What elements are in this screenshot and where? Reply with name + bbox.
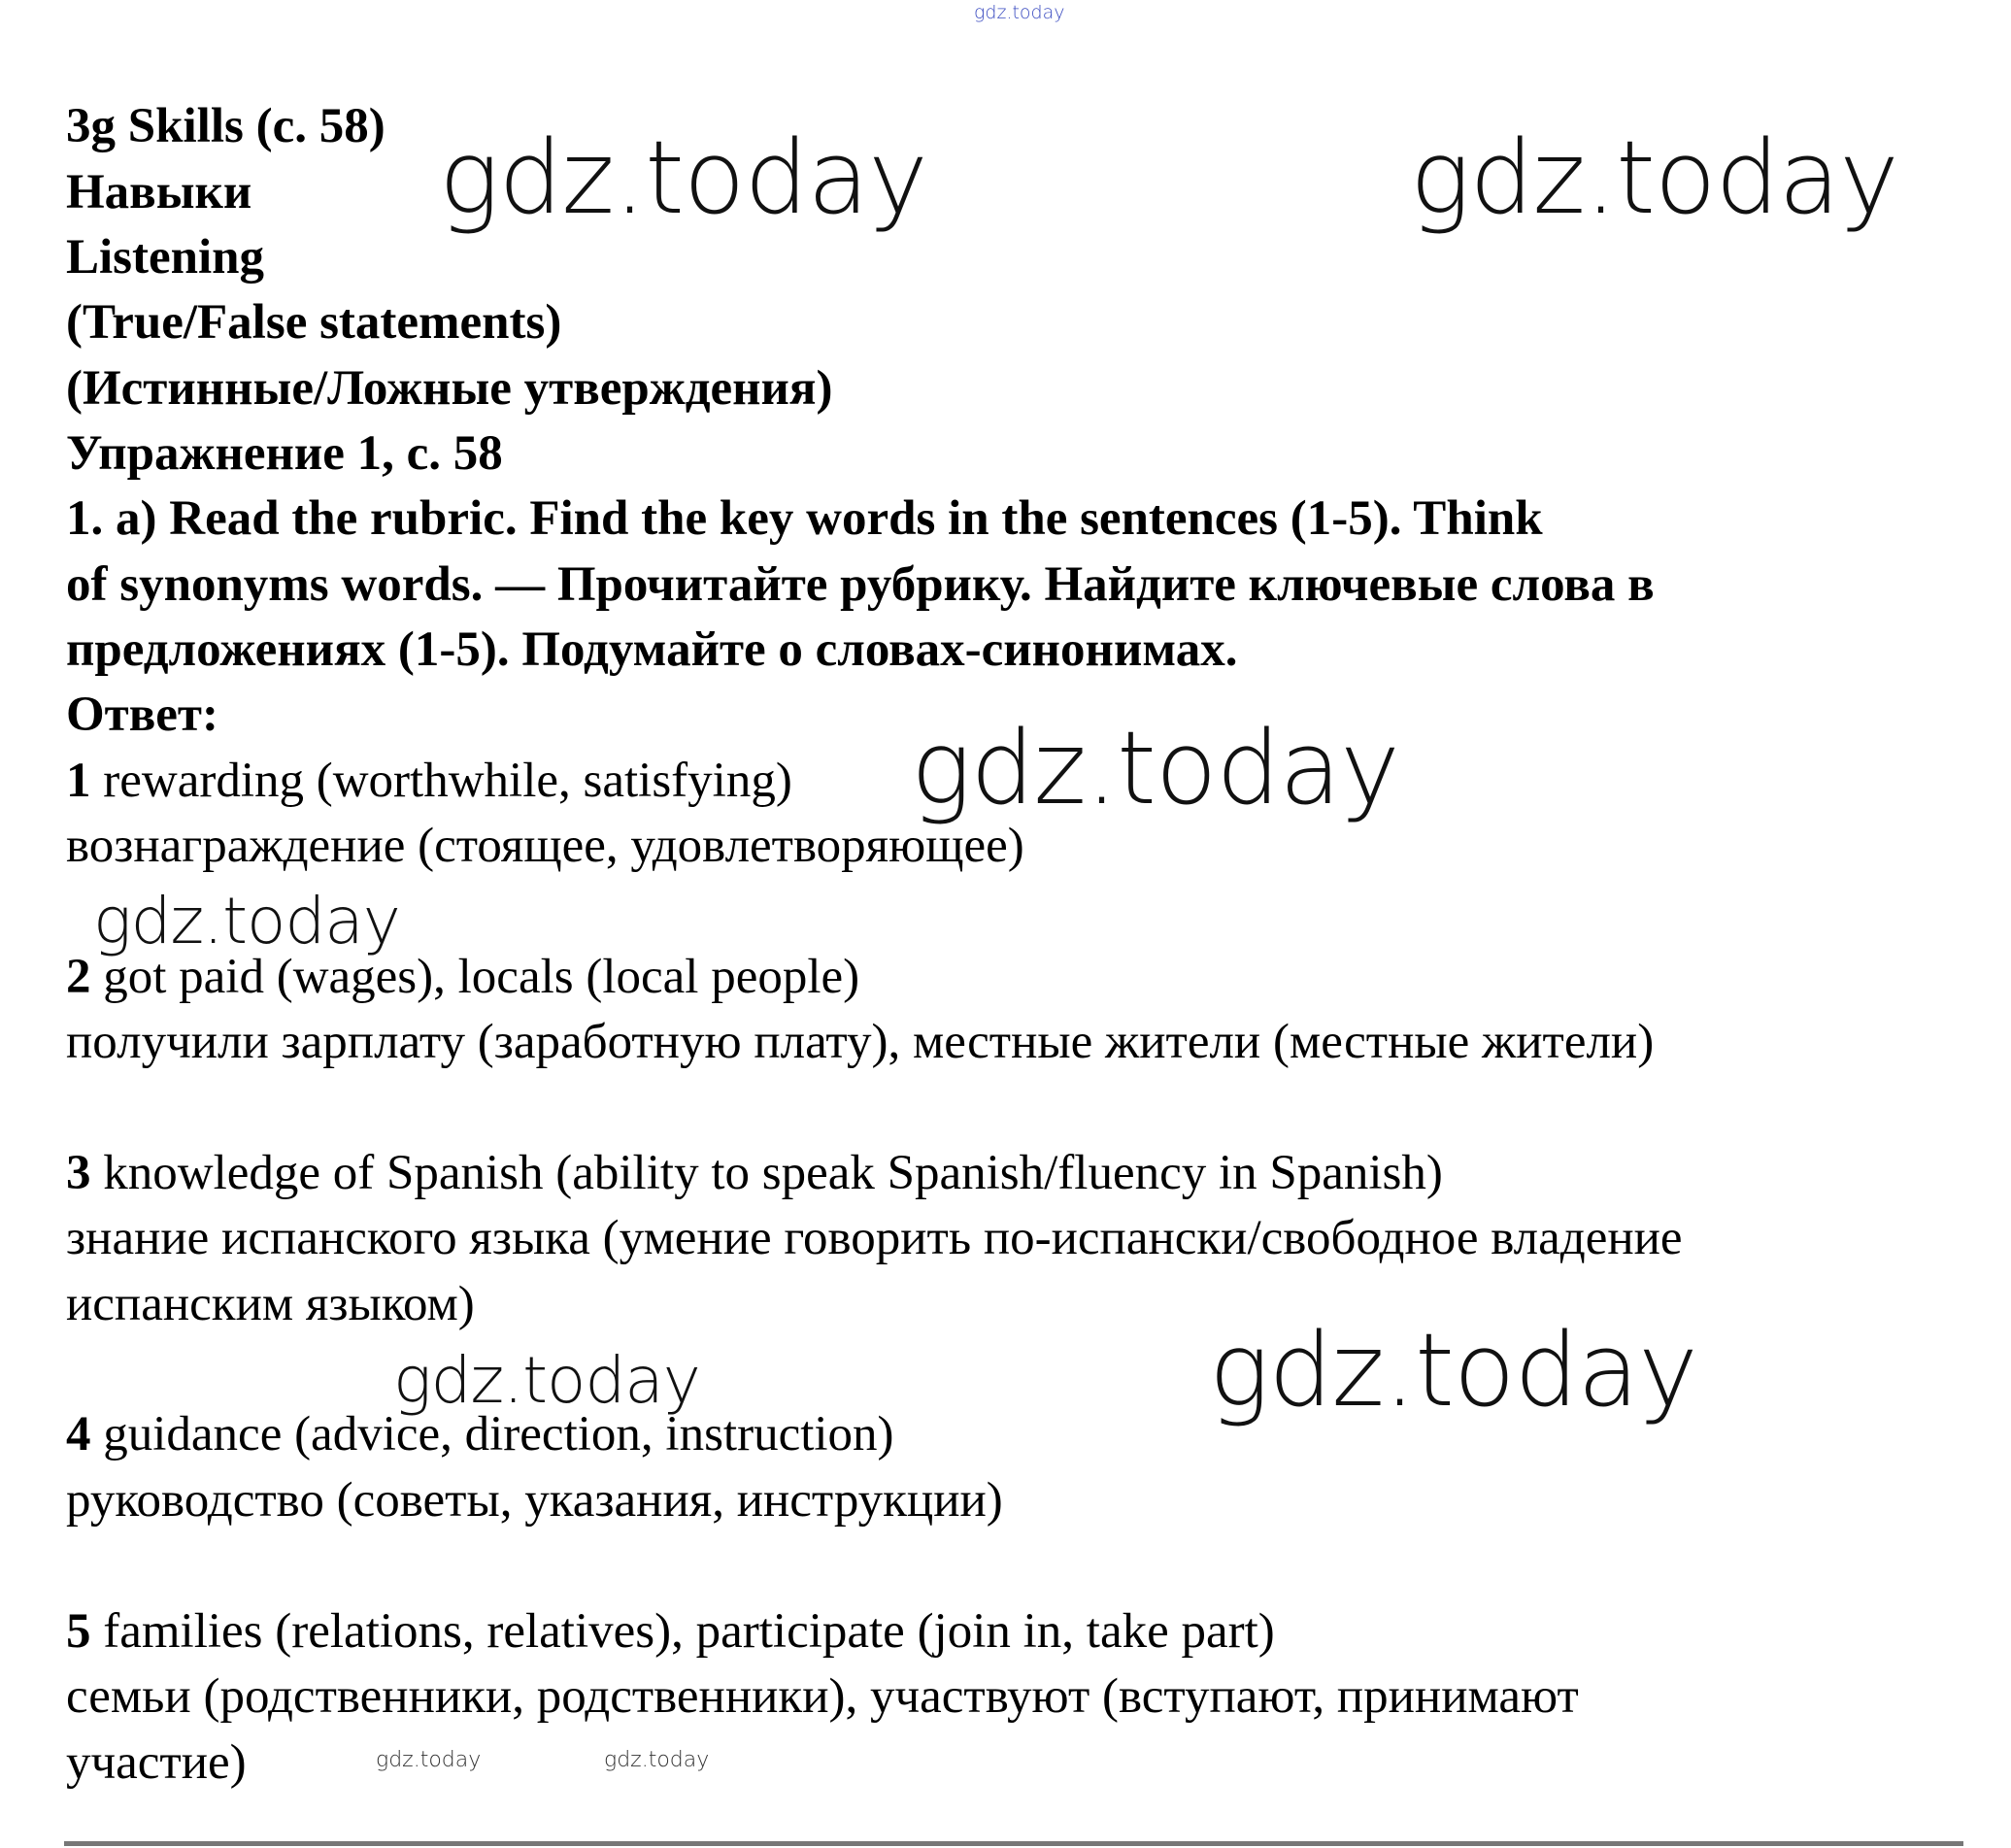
answer-en [66,752,792,810]
watermark: gdz.today [911,709,1399,827]
instruction-line: предложениях (1-5). Подумайте о словах-синонимах. [66,622,1238,677]
page-subtitle: Навыки [66,165,252,219]
answer-ru: получили зарплату (заработную плату), местные жители (местные жители) [66,1015,1655,1069]
instruction-line: of synonyms words. — Прочитайте рубрику. Найдите ключевые слова в [66,557,1655,612]
task-type-ru: (Истинные/Ложные утверждения) [66,361,833,416]
answer-number: 1 [66,754,91,808]
answer-en-text: guidance (advice, direction, instruction) [90,1407,894,1462]
watermark: gdz.today [393,1343,700,1418]
answer-ru: семьи (родственники, родственники), участвуют (вступают, принимают [66,1669,1579,1724]
answer-ru: знание испанского языка (умение говорить по-испански/свободное владение [66,1211,1683,1265]
exercise-heading: Упражнение 1, с. 58 [66,426,503,481]
answer-number: 2 [66,950,91,1004]
instruction-line: 1. a) Read the rubric. Find the key words in the sentences (1-5). Think [66,491,1543,546]
answer-en-text: knowledge of Spanish (ability to speak Spanish/fluency in Spanish) [90,1146,1443,1200]
answer-en-text: got paid (wages), locals (local people) [90,950,860,1004]
answer-en [66,1602,1275,1661]
page-title: 3g Skills (с. 58) [66,99,385,153]
watermark: gdz.today [1410,118,1898,237]
answer-ru: вознаграждение (стоящее, удовлетворяющее) [66,819,1024,873]
answer-ru: участие) [66,1735,247,1790]
bottom-divider [64,1841,1963,1846]
answer-number: 5 [66,1604,91,1659]
watermark-small: gdz.today [604,1748,710,1772]
answer-en [66,1144,1443,1202]
answer-ru: испанским языком) [66,1277,475,1331]
watermark: gdz.today [439,118,927,237]
answer-ru: руководство (советы, указания, инструкции) [66,1473,1003,1528]
answer-en-text: families (relations, relatives), participate (join in, take part) [90,1604,1275,1659]
task-type-en: (True/False statements) [66,295,562,350]
answer-number: 3 [66,1146,91,1200]
answer-en-text: rewarding (worthwhile, satisfying) [90,754,792,808]
answer-en [66,948,859,1006]
section-heading: Listening [66,230,265,285]
answer-en [66,1405,894,1463]
watermark: gdz.today [93,884,400,958]
watermark-small: gdz.today [376,1748,482,1772]
answer-number: 4 [66,1407,91,1462]
watermark-top: gdz.today [974,2,1065,23]
answer-label: Ответ: [66,688,218,742]
watermark: gdz.today [1209,1311,1697,1429]
